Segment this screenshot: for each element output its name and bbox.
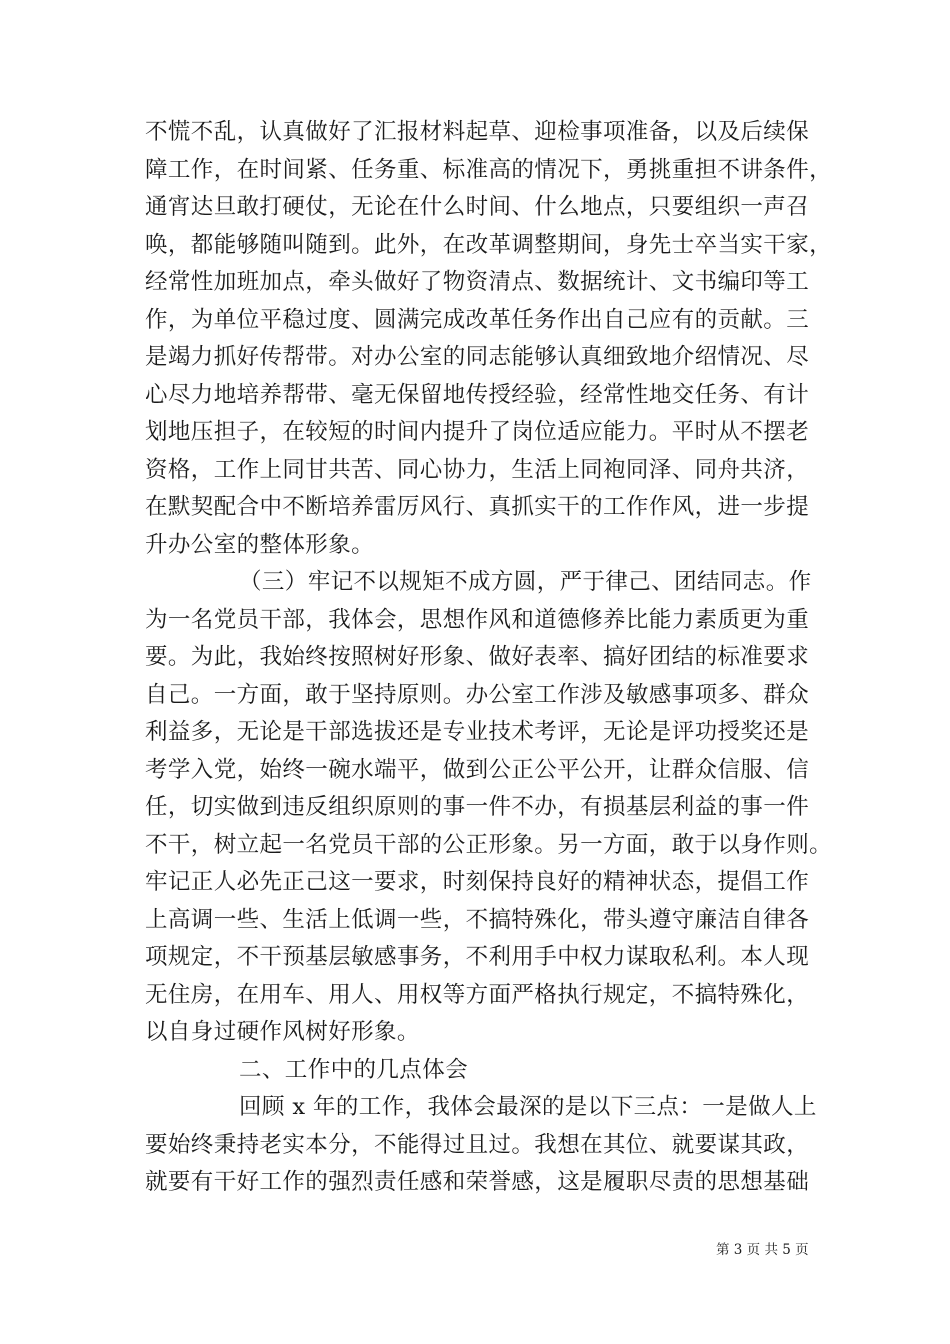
text-line: 资格，工作上同甘共苦、同心协力，生活上同袍同泽、同舟共济， [145, 456, 810, 483]
text-line: 作，为单位平稳过度、圆满完成改革任务作出自己应有的贡献。三 [145, 306, 810, 333]
text-line: 通宵达旦敢打硬仗，无论在什么时间、什么地点，只要组织一声召 [145, 194, 810, 220]
document-body [145, 114, 833, 1202]
text-line: 为一名党员干部，我体会，思想作风和道德修养比能力素质更为重 [145, 606, 810, 633]
text-line: 项规定，不干预基层敏感事务，不利用手中权力谋取私利。本人现 [145, 944, 810, 970]
text-line: 要始终秉持老实本分，不能得过且过。我想在其位、就要谋其政， [145, 1131, 810, 1158]
text-line: 障工作，在时间紧、任务重、标准高的情况下，勇挑重担不讲条件， [145, 156, 833, 183]
text-line: 自己。一方面，敢于坚持原则。办公室工作涉及敏感事项多、群众 [145, 681, 810, 708]
text-line: 划地压担子，在较短的时间内提升了岗位适应能力。平时从不摆老 [145, 419, 810, 445]
section-heading-3: （三）牢记不以规矩不成方圆，严于律己、团结同志。作 [239, 569, 812, 595]
text-line: 牢记正人必先正己这一要求，时刻保持良好的精神状态，提倡工作 [145, 869, 810, 895]
page-number: 第 3 页 共 5 页 [716, 1242, 809, 1258]
text-line: 任，切实做到违反组织原则的事一件不办，有损基层利益的事一件 [145, 794, 810, 820]
text-line: 要。为此，我始终按照树好形象、做好表率、搞好团结的标准要求 [145, 644, 810, 670]
text-line: 回顾 x 年的工作，我体会最深的是以下三点：一是做人上 [239, 1094, 817, 1120]
text-line: 考学入党，始终一碗水端平，做到公正公平公开，让群众信服、信 [145, 756, 810, 783]
text-line: 唤，都能够随叫随到。此外，在改革调整期间，身先士卒当实干家， [145, 231, 833, 258]
text-line: 升办公室的整体形象。 [145, 531, 375, 558]
text-line: 心尽力地培养帮带、毫无保留地传授经验，经常性地交任务、有计 [145, 381, 810, 408]
text-line: 不慌不乱，认真做好了汇报材料起草、迎检事项准备，以及后续保 [145, 119, 810, 145]
text-line: 上高调一些、生活上低调一些，不搞特殊化，带头遵守廉洁自律各 [145, 906, 810, 933]
text-line: 就要有干好工作的强烈责任感和荣誉感，这是履职尽责的思想基础 [145, 1169, 810, 1195]
text-line: 在默契配合中不断培养雷厉风行、真抓实干的工作作风，进一步提 [145, 494, 810, 520]
text-line: 利益多，无论是干部选拔还是专业技术考评，无论是评功授奖还是 [145, 719, 810, 745]
text-line: 经常性加班加点，牵头做好了物资清点、数据统计、文书编印等工 [145, 269, 810, 295]
text-line: 不干，树立起一名党员干部的公正形象。另一方面，敢于以身作则。 [145, 831, 833, 858]
text-line: 是竭力抓好传帮带。对办公室的同志能够认真细致地介绍情况、尽 [145, 344, 810, 370]
text-line: 无住房，在用车、用人、用权等方面严格执行规定，不搞特殊化， [145, 981, 810, 1008]
text-line: 以自身过硬作风树好形象。 [145, 1019, 420, 1045]
section-heading-2: 二、工作中的几点体会 [239, 1056, 469, 1083]
